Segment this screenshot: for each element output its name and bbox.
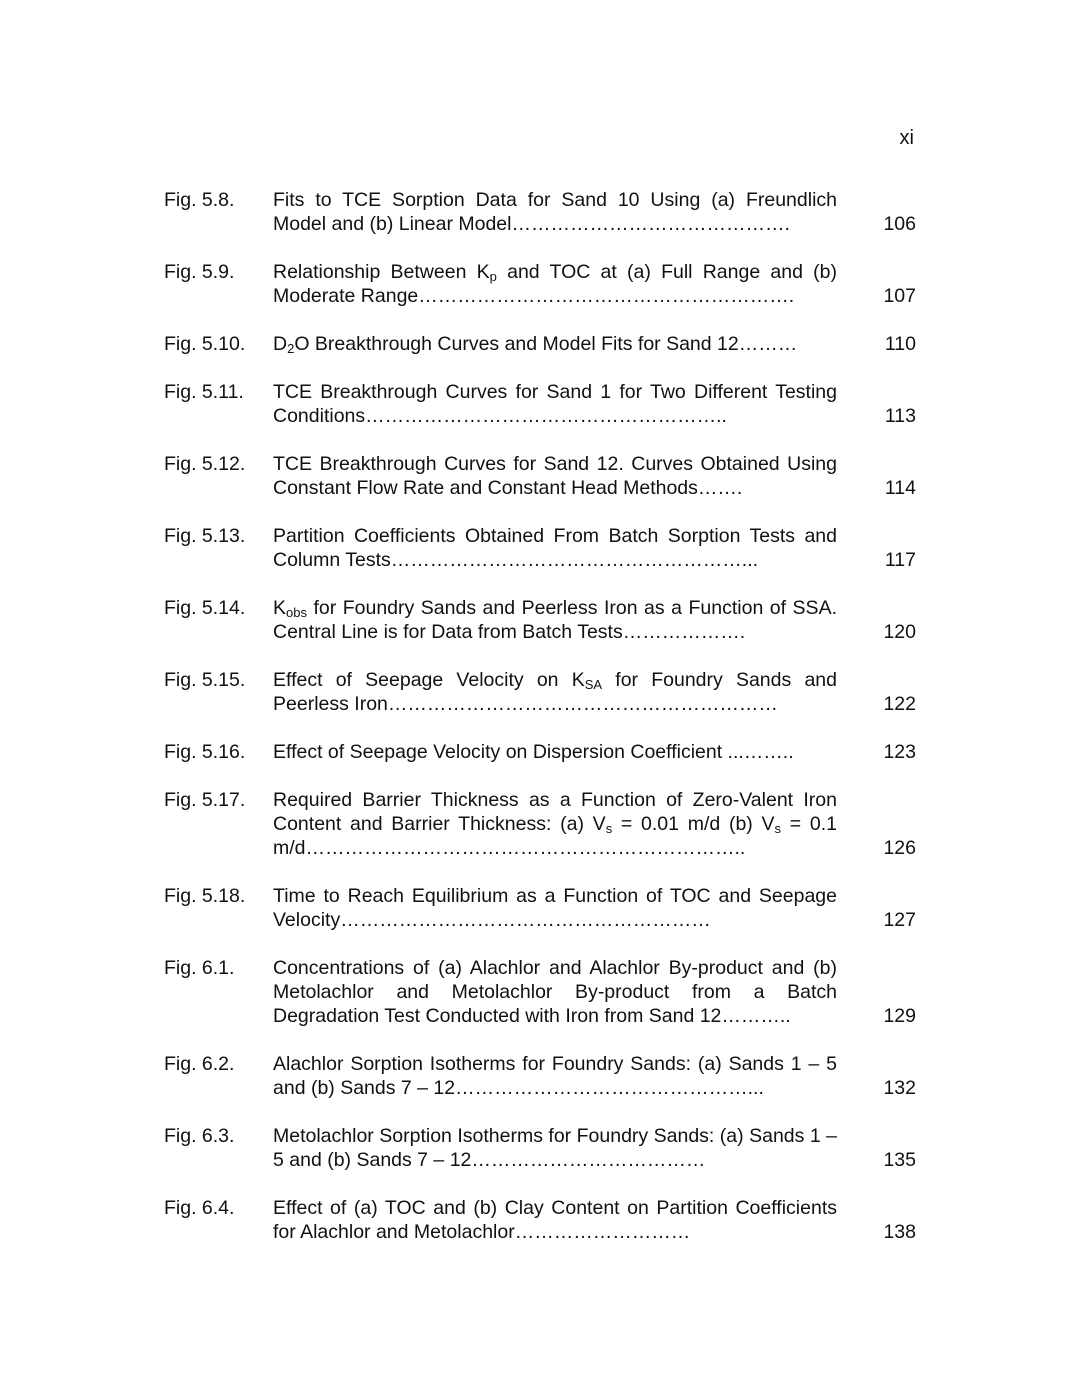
figure-entry-6-1: [164, 956, 916, 1028]
figure-title: Time to Reach Equilibrium as a Function of TOC and Seepage Velocity…………………………………………………: [273, 885, 837, 931]
figure-entry-6-3: [164, 1124, 916, 1172]
figure-page: 122: [883, 693, 916, 715]
figure-entry-5-8: [164, 188, 916, 236]
figure-title: Fits to TCE Sorption Data for Sand 10 Using (a) Freundlich Model and (b) Linear Model…………………………………….: [273, 189, 837, 235]
figure-title: Relationship Between $K_p$ and TOC at (a) Full Range and (b) Moderate Range………………………………………………….: [273, 261, 837, 307]
figure-label: Fig. 5.9.: [164, 261, 235, 283]
figure-label: Fig. 5.12.: [164, 453, 246, 475]
figure-title: Effect of (a) TOC and (b) Clay Content on Partition Coefficients for Alachlor and Metolachlor………………………: [273, 1197, 837, 1243]
figure-label: Fig. 6.2.: [164, 1053, 235, 1075]
figure-entry-5-12: [164, 452, 916, 500]
figure-label: Fig. 5.11.: [164, 381, 244, 403]
figure-title: $D_2O$ Breakthrough Curves and Model Fits for Sand 12………: [273, 333, 798, 356]
figure-page: 110: [884, 333, 916, 355]
figure-title: Metolachlor Sorption Isotherms for Foundry Sands: (a) Sands 1 – 5 and (b) Sands 7 – 12………………………………: [273, 1125, 837, 1171]
figure-label: Fig. 5.16.: [164, 741, 246, 763]
figure-title: $K_{obs}$ for Foundry Sands and Peerless Iron as a Function of SSA. Central Line is for Data from Batch Tests……………….: [273, 597, 837, 643]
figure-page: 120: [883, 621, 916, 643]
figure-label: Fig. 5.18.: [164, 885, 246, 907]
figure-entry-5-11: [164, 380, 916, 428]
figure-label: Fig. 5.8.: [164, 189, 235, 211]
figure-label: Fig. 5.10.: [164, 333, 246, 355]
figure-entry-6-4: [164, 1196, 916, 1244]
figure-label: Fig. 5.17.: [164, 789, 246, 811]
figure-label: Fig. 6.1.: [164, 957, 235, 979]
figure-page: 123: [883, 741, 916, 763]
page-number: xi: [899, 127, 914, 149]
figure-label: Fig. 6.3.: [164, 1125, 235, 1147]
figure-entry-5-9: [164, 260, 916, 308]
figure-page: 127: [883, 909, 916, 931]
figure-page: 135: [883, 1149, 916, 1171]
figure-title: TCE Breakthrough Curves for Sand 1 for Two Different Testing Conditions………………………………………………..: [273, 381, 837, 427]
figure-title: Concentrations of (a) Alachlor and Alachlor By-product and (b) Metolachlor and Metolachlor By-product from a Batch Degradation Test Conducted with Iron from Sand 12………..: [273, 957, 837, 1027]
figure-title: TCE Breakthrough Curves for Sand 12. Curves Obtained Using Constant Flow Rate and Constant Head Methods…….: [273, 453, 837, 499]
figure-entry-6-2: [164, 1052, 916, 1100]
figure-entry-5-10: [164, 332, 916, 356]
figure-title: Required Barrier Thickness as a Function of Zero-Valent Iron Content and Barrier Thickness: (a) $V_s = 0.01$ m/d (b) $V_s = 0.1$ m/d…………………………………………………………..: [273, 789, 837, 859]
figure-page: 117: [884, 549, 916, 571]
figure-page: 113: [884, 405, 916, 427]
figure-entry-5-17: [164, 788, 916, 860]
figure-label: Fig. 5.14.: [164, 597, 246, 619]
figure-page: 114: [884, 477, 916, 499]
figure-entry-5-16: [164, 740, 916, 764]
figure-label: Fig. 5.13.: [164, 525, 246, 547]
figure-page: 132: [883, 1077, 916, 1099]
figure-label: Fig. 6.4.: [164, 1197, 235, 1219]
figure-page: 138: [883, 1221, 916, 1243]
figure-title: Effect of Seepage Velocity on Dispersion Coefficient ...……..: [273, 741, 794, 763]
figure-entry-5-18: [164, 884, 916, 932]
figure-title: Effect of Seepage Velocity on $K_{SA}$ for Foundry Sands and Peerless Iron……………………………………………………: [273, 669, 837, 715]
figure-title: Partition Coefficients Obtained From Batch Sorption Tests and Column Tests………………………………………………...: [273, 525, 837, 571]
figure-title: Alachlor Sorption Isotherms for Foundry Sands: (a) Sands 1 – 5 and (b) Sands 7 – 12………………………………………...: [273, 1053, 837, 1099]
figure-entry-5-14: [164, 596, 916, 644]
figure-entry-5-13: [164, 524, 916, 572]
figure-page: 106: [883, 213, 916, 235]
figure-page: 129: [883, 1005, 916, 1027]
list-of-figures: [164, 188, 916, 1268]
figure-label: Fig. 5.15.: [164, 669, 246, 691]
figure-entry-5-15: [164, 668, 916, 716]
figure-page: 126: [883, 837, 916, 859]
figure-page: 107: [883, 285, 916, 307]
